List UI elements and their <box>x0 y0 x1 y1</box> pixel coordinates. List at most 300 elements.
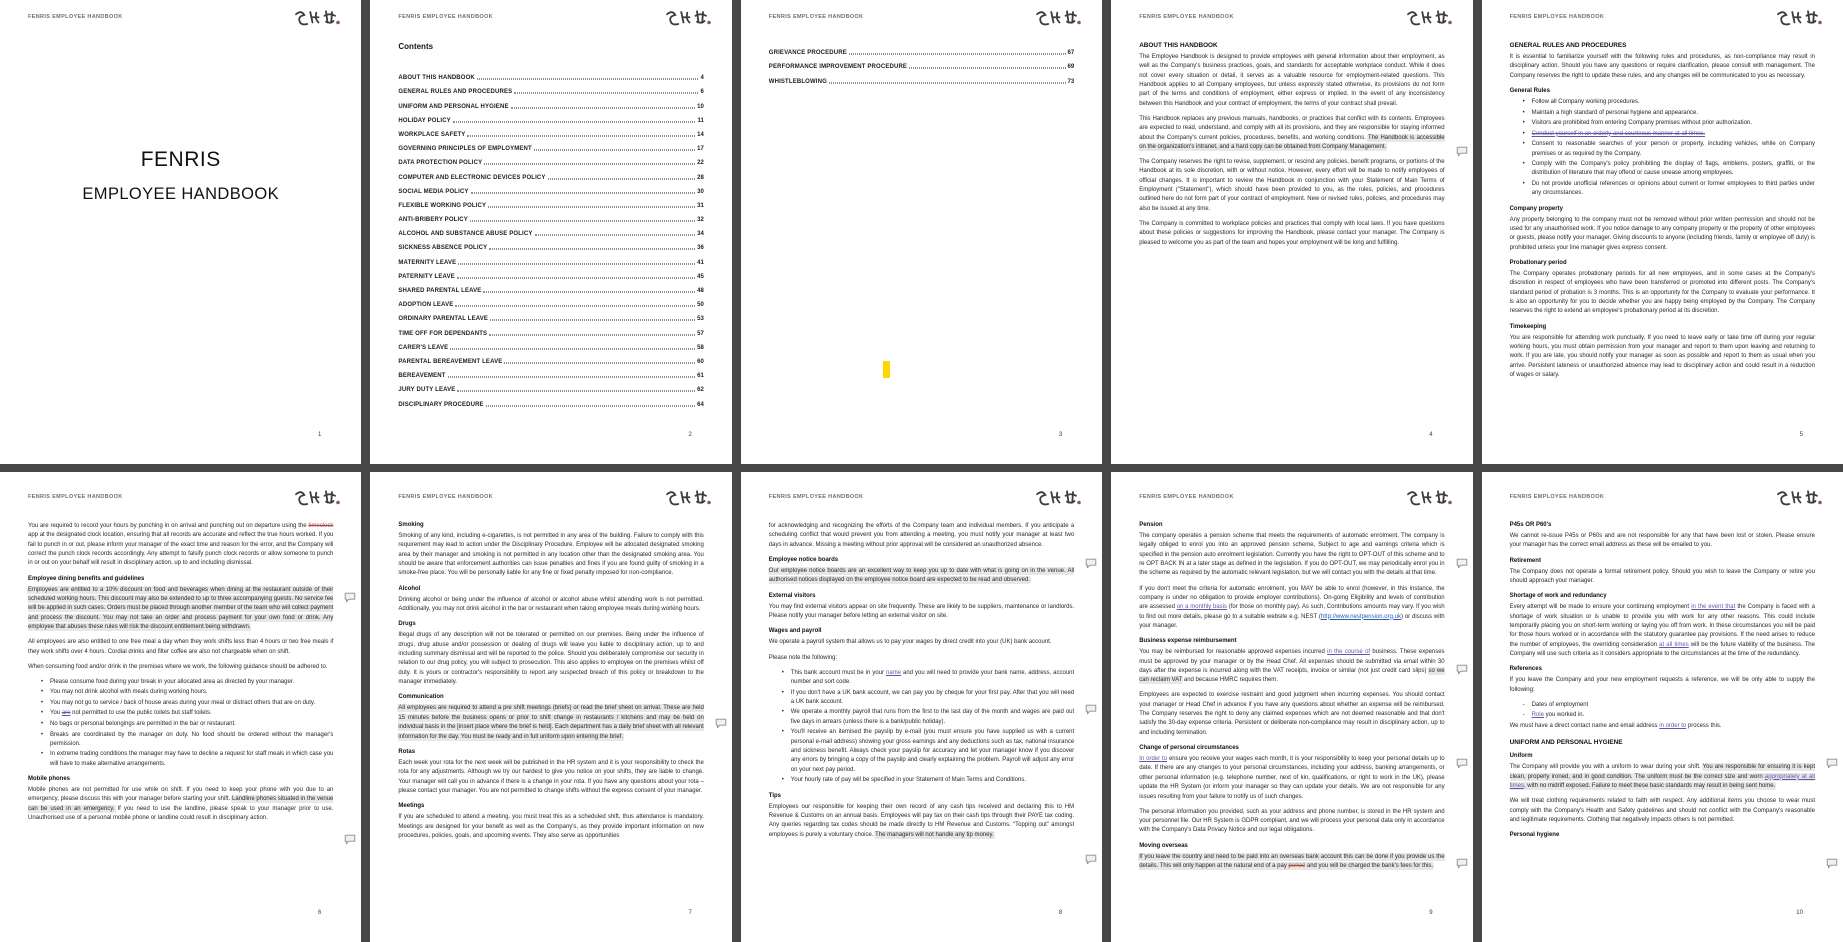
paragraph <box>1510 722 1815 731</box>
list-item-text <box>1532 180 1815 199</box>
page-8[interactable] <box>741 472 1102 942</box>
tracked-change-run: timeclock <box>308 523 334 529</box>
text-run: Dates of employment <box>1531 701 1589 708</box>
toc-dotted-leader <box>457 391 695 392</box>
toc-entry[interactable] <box>398 195 703 209</box>
table-of-contents <box>398 67 703 408</box>
text-run: You may find external visitors appear on site frequently. These are likely to be suppliers, maintenance or landlords. Please notify your manager before letting an external visitor on site. <box>768 603 1075 620</box>
toc-dotted-leader <box>489 249 695 250</box>
toc-entry-page-number: 60 <box>697 358 704 365</box>
toc-entry-label: BEREAVEMENT <box>398 373 446 380</box>
section-title: ABOUT THIS HANDBOOK <box>1139 42 1218 49</box>
toc-dotted-leader <box>535 235 696 236</box>
toc-entry-page-number: 45 <box>697 273 704 280</box>
toc-dotted-leader <box>514 93 698 94</box>
bullet-marker: • <box>1522 120 1525 127</box>
company-calligraphy-logo-icon <box>1405 9 1453 27</box>
page-1[interactable] <box>0 0 361 464</box>
tracked-change-run: in order to <box>1659 722 1687 729</box>
tracked-change-run: in the course of <box>1327 649 1371 656</box>
comment-bubble-icon[interactable] <box>344 592 356 603</box>
toc-entry-page-number: 67 <box>1067 50 1075 57</box>
toc-entry[interactable] <box>398 322 703 336</box>
toc-dotted-leader <box>484 164 695 165</box>
toc-entry[interactable] <box>398 110 703 124</box>
toc-entry-label: ANTI-BRIBERY POLICY <box>398 217 468 224</box>
page-body-text <box>1139 42 1444 248</box>
toc-dotted-leader <box>471 192 696 193</box>
subsection-heading: Mobile phones <box>28 776 70 783</box>
list-item-text <box>50 750 333 769</box>
toc-dotted-leader <box>548 178 696 179</box>
tracked-change-run: If you leave the country and need to be paid into an overseas bank account this can be done if you provide us the details. This will only happen at the natural end of a pay <box>1139 853 1445 870</box>
toc-entry[interactable] <box>398 294 703 308</box>
paragraph <box>398 704 703 741</box>
comment-bubble-icon[interactable] <box>1085 854 1097 865</box>
page-4[interactable] <box>1111 0 1472 464</box>
list-item-text <box>791 669 1074 688</box>
toc-entry[interactable] <box>398 152 703 166</box>
toc-entry-label: JURY DUTY LEAVE <box>398 387 456 394</box>
page-3[interactable] <box>741 0 1102 464</box>
text-run: You may not go to service / back of house areas during your meal or distract others that are on duty. <box>50 699 316 706</box>
bullet-marker: • <box>1522 161 1525 168</box>
subsection-heading: Retirement <box>1509 557 1541 564</box>
toc-entry-page-number: 73 <box>1067 78 1075 85</box>
bullet-marker: • <box>781 709 784 716</box>
comment-bubble-icon[interactable] <box>344 834 356 845</box>
paragraph <box>1139 691 1444 738</box>
toc-dotted-leader <box>829 82 1066 83</box>
bullet-marker: • <box>1522 109 1525 116</box>
paragraph <box>28 786 333 823</box>
running-header-title: FENRIS EMPLOYEE HANDBOOK <box>398 14 493 20</box>
toc-dotted-leader <box>457 277 695 278</box>
dash-marker: - <box>1522 701 1525 708</box>
comment-bubble-icon[interactable] <box>1085 558 1097 569</box>
comment-bubble-icon[interactable] <box>715 718 727 729</box>
bullet-marker: • <box>41 731 44 738</box>
bullet-marker: • <box>1522 99 1525 106</box>
text-run: Employees are expected to exercise restraint and good judgment when incurring expenses. You should contact your manager or Head Chef in advance if you have any questions about whether an expense will be reimbursed. The Company reserves the right to deny any claimed expenses which are not deemed reasonable and that don't satisfy the 30-day expense criteria. Persistent or deliberate non-compliance may result in disciplinary action, up to and including termination. <box>1139 692 1445 736</box>
toc-entry-page-number: 30 <box>697 188 704 195</box>
subsection-heading: Employee dining benefits and guidelines <box>28 575 145 582</box>
comment-bubble-icon[interactable] <box>1456 758 1468 769</box>
bullet-list-item <box>769 669 1074 688</box>
bullet-marker: • <box>781 689 784 696</box>
toc-dotted-leader <box>490 320 695 321</box>
toc-entry-page-number: 41 <box>697 259 704 266</box>
text-run: Illegal drugs of any description will not be tolerated or permitted on our premises. Being under the influence of drugs, drug abuse and/or possession or dealing of drugs will leave you liable to disciplinary action, up to and including summary dismissal and will be reported to the police. Should you deliberately compromise our security in relation to our drug policy, you will subject to prosecution. This also applies to employee on the premises whilst off duty. It is yours or contractor's responsibility to report any suspected breach of this policy or breakdown to the manager immediately. <box>398 632 704 686</box>
toc-entry[interactable] <box>398 237 703 251</box>
cover-title: FENRIS <box>140 148 221 171</box>
toc-entry-page-number: 64 <box>697 401 704 408</box>
text-run: All employees are also entitled to one free meal a day when they work shifts less than 4 hours or two free meals if they work shifts over 4 hours. Cordial drinks and filter coffee are also not chargeable when on shift. <box>28 639 334 655</box>
text-run: and you will need to provide your bank name, address, account number and sort code. <box>790 669 1075 686</box>
toc-entry-label: GRIEVANCE PROCEDURE <box>768 50 847 57</box>
toc-entry-page-number: 11 <box>697 117 704 124</box>
bullet-marker: • <box>1522 141 1525 148</box>
page-number: 1 <box>318 432 322 438</box>
text-run: You are required to record your hours by punching in on arrival and punching out on departure using the <box>28 523 309 529</box>
page-number: 4 <box>1429 432 1433 438</box>
bullet-list-item <box>28 688 333 697</box>
page-header <box>398 12 703 30</box>
dash-list-item <box>1510 711 1815 720</box>
subsection-heading: Change of personal circumstances <box>1139 745 1239 752</box>
list-item-text <box>50 720 333 729</box>
subsection-heading: Alcohol <box>398 585 421 592</box>
subsection-heading: Probationary period <box>1509 259 1567 266</box>
toc-dotted-leader <box>488 206 695 207</box>
toc-entry-label: DATA PROTECTION POLICY <box>398 160 483 167</box>
toc-entry[interactable] <box>398 81 703 95</box>
bullet-marker: • <box>41 678 44 685</box>
text-run: Visitors are prohibited from entering Company premises without prior authorization. <box>1531 120 1752 127</box>
dash-marker: - <box>1522 712 1525 719</box>
paragraph <box>1510 334 1815 381</box>
bullet-list-item <box>1510 140 1815 159</box>
bullet-list-item <box>769 708 1074 727</box>
toc-dotted-leader <box>504 362 695 363</box>
text-run: Comply with the Company's policy prohibiting the display of flags, emblems, posters, graffiti, or the distribution of literature that may offend or cause unease among employees. <box>1531 161 1815 177</box>
text-run: The company operates a pension scheme that meets the requirements of automatic enrolment. The company is legally obliged to enrol you into an approved pension scheme, Subject to age and earnings criteria which is specified in the pension auto enrolment legislation. Currently you have the right to OPT-OUT of this scheme and to re OPT BACK IN at a later stage as defined in the legislation. If you do OPT-OUT, we may periodically enrol you in the scheme as required by the automatic relevant legislation, but we will contact you with the details at that time. <box>1139 533 1445 577</box>
paragraph <box>1139 532 1444 579</box>
toc-entry[interactable] <box>769 70 1074 84</box>
toc-entry[interactable] <box>398 166 703 180</box>
list-item-text <box>1532 119 1815 128</box>
toc-entry-page-number: 58 <box>697 344 704 351</box>
toc-entry-page-number: 53 <box>697 316 704 323</box>
paragraph <box>769 654 1074 663</box>
running-header-title: FENRIS EMPLOYEE HANDBOOK <box>1139 494 1234 500</box>
subsection-heading: Uniform <box>1509 753 1533 760</box>
page-6[interactable] <box>0 472 361 942</box>
text-run: You are responsible for attending work punctually. If you need to leave early or take time off during your regular working hours, you must obtain permission from your manager and report to them upon leaving and returning to work. If you are late, you should notify your manager as soon as possible and report to them as usual when you arrive. Persistent lateness or unauthorized absence may lead to disciplinary action and could result in a reduction of wages or salary. <box>1509 334 1815 379</box>
subsection-heading: Drugs <box>398 621 416 628</box>
list-item-text <box>1532 701 1815 710</box>
toc-entry[interactable] <box>398 365 703 379</box>
list-item-text <box>1532 160 1815 179</box>
text-run: You'll receive an itemised the payslip by e-mail (you must ensure you have supplied us with a current personal e-mail address) showing your gross earnings and any deductions such as tax, national insurance and sickness benefit. Always check your payslip for accuracy and let your manager know if you discover any errors by bringing a copy of the payslip and clearly explaining the problem. Payroll will adjust any error on your next pay period. <box>790 729 1075 773</box>
toc-entry[interactable] <box>398 280 703 294</box>
bullet-list-item <box>28 678 333 687</box>
bullet-marker: • <box>781 777 784 784</box>
paragraph <box>769 638 1074 647</box>
toc-entry-page-number: 34 <box>697 231 704 238</box>
toc-entry[interactable] <box>398 67 703 81</box>
bullet-list-item <box>769 689 1074 708</box>
text-run: The Company does not operate a formal retirement policy. Should you wish to leave the Company or retire you should approach your manager. <box>1509 568 1815 585</box>
text-run: You may not drink alcohol with meals during working hours. <box>50 689 208 696</box>
toc-entry-page-number: 28 <box>697 174 704 181</box>
text-run: for acknowledging and recognizing the efforts of the Company team and individual members. If you anticipate a scheduling conflict that would prevent you from attending a meeting, you must notify your manager at least two days in advance. Missing a meeting without prior approval will be considered an unauthorized absence. <box>768 523 1075 548</box>
toc-entry-label: SHARED PARENTAL LEAVE <box>398 288 482 294</box>
text-run: The Employee Handbook is designed to provide employees with general information about their employment, as well as the Company's business practices, goals, and standards for acceptable workplace conduct. While it does not cover every situation or detail, it serves as a valuable resource for employment-related questions. This Handbook applies to all Company employees, but unless expressly stated otherwise, its provisions do not form part of the terms and conditions of employment, either express or implied. In the event of any inconsistency between this Handbook and your contract of employment, the terms of your contract shall prevail. <box>1139 54 1445 107</box>
contents-heading: Contents <box>398 42 434 51</box>
comment-bubble-icon[interactable] <box>1826 858 1838 869</box>
text-run: Follow all Company working procedures. <box>1531 99 1640 106</box>
toc-entry-label: TIME OFF FOR DEPENDANTS <box>398 330 488 337</box>
toc-entry[interactable] <box>769 56 1074 70</box>
list-item-text <box>791 728 1074 775</box>
list-item-text <box>1532 98 1815 107</box>
toc-entry-page-number: 57 <box>697 330 704 337</box>
subsection-heading: Timekeeping <box>1509 323 1547 330</box>
running-header-title: FENRIS EMPLOYEE HANDBOOK <box>768 14 864 20</box>
text-run: The Company reserves the right to revise, supplement, or rescind any policies, benefit programs, or portions of the Handbook at its sole discretion, with or without notice. However, every effort will be made to notify employees of official changes. It is important to review the Handbook in conjunction with your Statement of Main Terms of Employment ("Statement"), which should have been provided to you, as the rules, policies, and procedures outlined here do not form part of your contract of employment. New or revised rules, policies, and procedures may also be issued at any time. <box>1139 159 1445 212</box>
subsection-heading: Wages and payroll <box>768 628 822 635</box>
paragraph <box>398 631 703 687</box>
paragraph <box>398 532 703 579</box>
tracked-change-run: and you will be charged the bank's fees for this. <box>1305 863 1434 870</box>
comment-bubble-icon[interactable] <box>1456 664 1468 675</box>
toc-entry-label: SICKNESS ABSENCE POLICY <box>398 245 488 252</box>
bullet-marker: • <box>41 699 44 706</box>
text-run: You may be reimbursed for reasonable approved expenses incurred <box>1139 649 1328 656</box>
text-run: not permitted to use the public toilets but staff toilets. <box>70 710 212 717</box>
text-run: It is essential to familiarize yourself with the following rules and procedures, as non-compliance may result in disciplinary action. Should you have any questions or require clarification, please consult with management. The Company reserves the right to update these rules, and any changes will be communicated to you as necessary. <box>1509 54 1815 79</box>
page-10[interactable] <box>1482 472 1843 942</box>
hyperlink[interactable]: http://www.nestpension.org.uk <box>1320 613 1401 620</box>
paragraph <box>769 603 1074 622</box>
tracked-change-run: Role <box>1531 712 1544 719</box>
bullet-list-item <box>28 720 333 729</box>
toc-entry[interactable] <box>398 223 703 237</box>
subsection-heading: Meetings <box>398 803 425 810</box>
text-run: Breaks are coordinated by the manager on duty. No food should be ordered without the manager's permission. <box>50 731 334 747</box>
page-number: 2 <box>688 432 692 438</box>
comment-bubble-icon[interactable] <box>1456 858 1468 869</box>
toc-entry-page-number: 48 <box>697 288 704 294</box>
subsection-heading: General Rules <box>1509 88 1550 95</box>
toc-entry[interactable] <box>398 351 703 365</box>
toc-entry[interactable] <box>398 138 703 152</box>
paragraph <box>1139 808 1444 836</box>
page-9[interactable] <box>1111 472 1472 942</box>
bullet-list-item <box>28 699 333 708</box>
toc-entry-label: WHISTLEBLOWING <box>768 78 827 85</box>
paragraph <box>398 759 703 796</box>
toc-entry-page-number: 31 <box>697 202 704 209</box>
text-run: process this. <box>1686 722 1722 729</box>
page-number: 3 <box>1058 432 1063 438</box>
text-run: If you don't meet the criteria for automatic enrolment, you MAY be able to enrol (however, in this instance, the company is under no obligation to provide employer contributions). On-going Eligibility and levels of contribution are assessed <box>1139 585 1445 611</box>
paragraph <box>28 663 333 672</box>
bullet-marker: • <box>781 729 784 736</box>
text-run: will be the future viability of the business. The Company will use such criteria as it considers appropriate to the circumstances at the time of the redundancy. <box>1509 641 1815 658</box>
running-header-title: FENRIS EMPLOYEE HANDBOOK <box>28 14 123 20</box>
bullet-marker: • <box>781 669 784 676</box>
toc-entry-label: HOLIDAY POLICY <box>398 117 451 124</box>
paragraph <box>769 803 1074 840</box>
paragraph <box>1139 115 1444 152</box>
page-body-text <box>769 522 1074 840</box>
tracked-change-run: All employees are required to attend a pre shift meetings (briefs) or read the brief sheet on arrival. These are held 15 minutes before the business opens or prior to shift change in restaurants / kitchens and may be held on individual basis in the [insert place where the brief is held]. Each department has a daily brief sheet with all relevant information for the day. You must be ready and in full uniform upon entering the brief. <box>398 705 704 740</box>
page-header <box>28 12 333 30</box>
tracked-change-run: appropriately at all times <box>1509 773 1815 790</box>
subsection-heading: References <box>1509 666 1542 673</box>
text-run: Consent to reasonable searches of your person or property, including vehicles, while on Company premises or as required by the Company. <box>1531 141 1815 157</box>
tracked-change-run: The Handbook is accessible on the organization's intranet, and a hard copy can be obtained from Company Management. <box>1139 134 1445 150</box>
bullet-marker: • <box>1522 180 1525 187</box>
subsection-heading: Moving overseas <box>1139 842 1188 849</box>
text-run: When consuming food and/or drink in the premises where we work, the following guidance should be adhered to. <box>28 663 328 670</box>
toc-entry-label: GOVERNING PRINCIPLES OF EMPLOYMENT <box>398 146 532 153</box>
subsection-heading: Company property <box>1509 205 1563 212</box>
tracked-change-run: on a monthly basis <box>1176 604 1228 611</box>
tracked-change-run: The managers will not handle any tip money. <box>875 831 994 838</box>
running-header-title: FENRIS EMPLOYEE HANDBOOK <box>1509 494 1605 500</box>
text-run: Please note the following: <box>768 654 838 661</box>
toc-entry-page-number: 4 <box>700 75 704 82</box>
toc-entry[interactable] <box>398 379 703 393</box>
text-run: Please consume food during your break in your allocated area as directed by your manager. <box>50 678 295 685</box>
toc-dotted-leader <box>849 54 1066 55</box>
page-number: 7 <box>688 910 692 916</box>
subsection-heading: Rotas <box>398 748 416 755</box>
paragraph <box>1510 270 1815 317</box>
bullet-marker: • <box>41 751 44 758</box>
page-number: 6 <box>318 910 322 916</box>
subsection-heading: P45s OR P60's <box>1509 522 1552 528</box>
paragraph <box>1510 53 1815 81</box>
paragraph <box>28 522 333 569</box>
toc-entry[interactable] <box>398 95 703 109</box>
page-7[interactable] <box>370 472 731 942</box>
tracked-change-run: Landline phones situated in the venue can be used in an emergency. <box>28 796 334 812</box>
text-run: If you don't have a UK bank account, we can pay you by cheque for your first pay. After that you will need a UK bank account. <box>790 689 1075 705</box>
subsection-heading: Business expense reimbursement <box>1139 638 1237 645</box>
comment-bubble-icon[interactable] <box>1826 758 1838 769</box>
text-run: This Handbook replaces any previous manuals, handbooks, or practices that conflict with its contents. Employees are expected to read, understand, and comply with all its provisions, and they are responsible for staying informed about the Company's current policies, procedures, benefits, and working conditions. <box>1139 115 1445 141</box>
yellow-highlight-annotation[interactable] <box>883 361 890 378</box>
toc-entry-label: PATERNITY LEAVE <box>398 273 455 280</box>
tracked-change-run: Employees are entitled to a 10% discount on food and beverages when dining at the restaurant outside of their scheduled working hours. This discount may also be extended to up to three accompanying guests. No service fee will be applied in such cases. Orders must be placed through another member of the team who will collect payment and process the discount. You may not take an order and process payment for your own food or drink. Any employee that abuses these rules will risk the discount entitlement being withdrawn. <box>28 586 334 631</box>
text-run: This bank account must be in your <box>790 669 887 676</box>
bullet-list-item <box>1510 119 1815 128</box>
text-run: app at the designated clock location, ensuring that all records are accurate and reflect the true hours worked. If you fail to punch in or out, please inform your manager of the exact time and reason for the error, and the Company will correct the punch clock records accordingly. Any attempt to falsify punch clock records or allow someone to punch in or out on your behalf will result in disciplinary action, up to and including dismissal. <box>28 532 334 567</box>
company-calligraphy-logo-icon <box>664 9 712 27</box>
toc-entry[interactable] <box>398 251 703 265</box>
toc-dotted-leader <box>489 334 695 335</box>
toc-entry[interactable] <box>398 308 703 322</box>
toc-entry-label: WORKPLACE SAFETY <box>398 131 466 138</box>
toc-dotted-leader <box>467 135 695 136</box>
page-body-text <box>28 522 333 823</box>
toc-entry[interactable] <box>398 266 703 280</box>
text-run: Each week your rota for the next week will be published in the HR system and it is your responsibility to check the rota for any adjustments. Although we try our hardest to give you notice on your shifts, they are liable to change. Your manager will call you in advance if there is a change in your rota. If you have any questions about your rota – please contact your manager. You are not permitted to change shifts without the express consent of your manager. <box>398 759 704 794</box>
toc-entry-label: UNIFORM AND PERSONAL HYGIENE <box>398 103 509 110</box>
toc-entry-label: COMPUTER AND ELECTRONIC DEVICES POLICY <box>398 174 546 181</box>
toc-entry-label: PERFORMANCE IMPROVEMENT PROCEDURE <box>768 64 908 71</box>
page-2[interactable] <box>370 0 731 464</box>
tracked-change-run: name <box>886 669 902 676</box>
toc-entry[interactable] <box>398 393 703 407</box>
toc-dotted-leader <box>455 306 695 307</box>
toc-entry[interactable] <box>398 337 703 351</box>
paragraph <box>1510 676 1815 695</box>
tracked-change-run: You are responsible for ensuring it is kept clean, properly ironed, and in good condition. The uniform must be the correct size and worn <box>1509 764 1815 780</box>
bullet-list-item <box>1510 160 1815 179</box>
toc-entry-page-number: 6 <box>700 89 704 96</box>
subsection-heading: Communication <box>398 694 444 701</box>
text-run: We operate a monthly payroll that runs from the first to the last day of the month and wages are paid out five days in arrears (unless there is a bank/public holiday). <box>790 709 1075 725</box>
paragraph <box>1139 585 1444 632</box>
comment-bubble-icon[interactable] <box>1456 558 1468 569</box>
toc-dotted-leader <box>453 121 696 122</box>
toc-entry[interactable] <box>398 181 703 195</box>
list-item-text <box>791 776 1074 785</box>
toc-entry[interactable] <box>398 209 703 223</box>
company-calligraphy-logo-icon <box>1034 489 1082 507</box>
page-header <box>769 12 1074 30</box>
text-run: Your hourly rate of pay will be specified in your Statement of Main Terms and Conditions. <box>790 777 1026 784</box>
running-header-title: FENRIS EMPLOYEE HANDBOOK <box>1139 14 1234 20</box>
text-run: The Company is committed to workplace policies and practices that comply with local laws. If you have questions about these policies or suggestions for improving the Handbook, please contact your manager. The Company is pleased to welcome you as part of the team and hopes your employment will be long and fulfilling. <box>1139 220 1445 246</box>
text-run: We cannot re-issue P45s or P60s and are not responsible for any that have been lost or stolen. Please ensure your manager has the correct email address as these will be emailed to you. <box>1509 533 1815 549</box>
bullet-list-item <box>769 728 1074 775</box>
subsection-heading: Employee notice boards <box>768 557 839 564</box>
bullet-marker: • <box>41 710 44 717</box>
paragraph <box>1139 755 1444 802</box>
paragraph <box>1510 216 1815 253</box>
bullet-list-item <box>28 731 333 750</box>
paragraph <box>1510 797 1815 825</box>
toc-entry-label: MATERNITY LEAVE <box>398 259 457 266</box>
toc-entry[interactable] <box>769 42 1074 56</box>
toc-entry-label: FLEXIBLE WORKING POLICY <box>398 202 487 209</box>
text-run: You <box>50 710 62 717</box>
list-item-text <box>50 688 333 697</box>
toc-entry-page-number: 62 <box>697 387 704 394</box>
paragraph <box>398 813 703 841</box>
text-run: Drinking alcohol or being under the influence of alcohol or alcohol abuse whilst attending work is not permitted. Additionally, you may not drink alcohol in the bar or restaurant when taking employee meals during working hours. <box>398 596 704 613</box>
paragraph <box>1510 763 1815 791</box>
toc-dotted-leader <box>909 68 1065 69</box>
toc-entry-label: GENERAL RULES AND PROCEDURES <box>398 89 513 96</box>
page-number: 5 <box>1799 432 1803 438</box>
tracked-change-run: Conduct yourself in an orderly and courteous manner at all times. <box>1531 130 1706 137</box>
dash-list-item <box>1510 701 1815 710</box>
text-run: Do not provide unofficial references or opinions about current or former employees to third parties under any circumstances. <box>1531 180 1815 197</box>
page-5[interactable] <box>1482 0 1843 464</box>
list-item-text <box>50 709 333 718</box>
toc-entry-label: ALCOHOL AND SUBSTANCE ABUSE POLICY <box>398 231 533 238</box>
running-header-title: FENRIS EMPLOYEE HANDBOOK <box>1509 14 1605 20</box>
paragraph <box>1139 158 1444 214</box>
comment-bubble-icon[interactable] <box>1456 146 1468 157</box>
paragraph <box>28 638 333 657</box>
toc-entry-page-number: 10 <box>697 103 704 110</box>
cover-subtitle: EMPLOYEE HANDBOOK <box>82 185 279 203</box>
section-title: GENERAL RULES AND PROCEDURES <box>1509 42 1627 49</box>
tracked-change-run: in the event that <box>1691 604 1736 611</box>
text-run: The personal information you provided, such as your address and phone number, is stored in the HR system and your personnel file. Our HR System is GDPR compliant, and we will process your personal data only in accordance with the Company's Data Privacy Notice and our legal obligations. <box>1139 808 1445 834</box>
toc-entry[interactable] <box>398 124 703 138</box>
running-header-title: FENRIS EMPLOYEE HANDBOOK <box>28 494 123 500</box>
tracked-change-run: , with no midriff exposed. Failure to meet these basic standards may result in being sent home. <box>1523 783 1776 790</box>
paragraph <box>1139 53 1444 109</box>
paragraph <box>1510 532 1815 551</box>
page-header <box>1139 492 1444 510</box>
bullet-list-item <box>769 776 1074 785</box>
page-header <box>769 492 1074 510</box>
toc-dotted-leader <box>483 292 695 293</box>
comment-bubble-icon[interactable] <box>1085 704 1097 715</box>
toc-entry-page-number: 32 <box>697 217 704 224</box>
section-title: UNIFORM AND PERSONAL HYGIENE <box>1509 739 1623 747</box>
